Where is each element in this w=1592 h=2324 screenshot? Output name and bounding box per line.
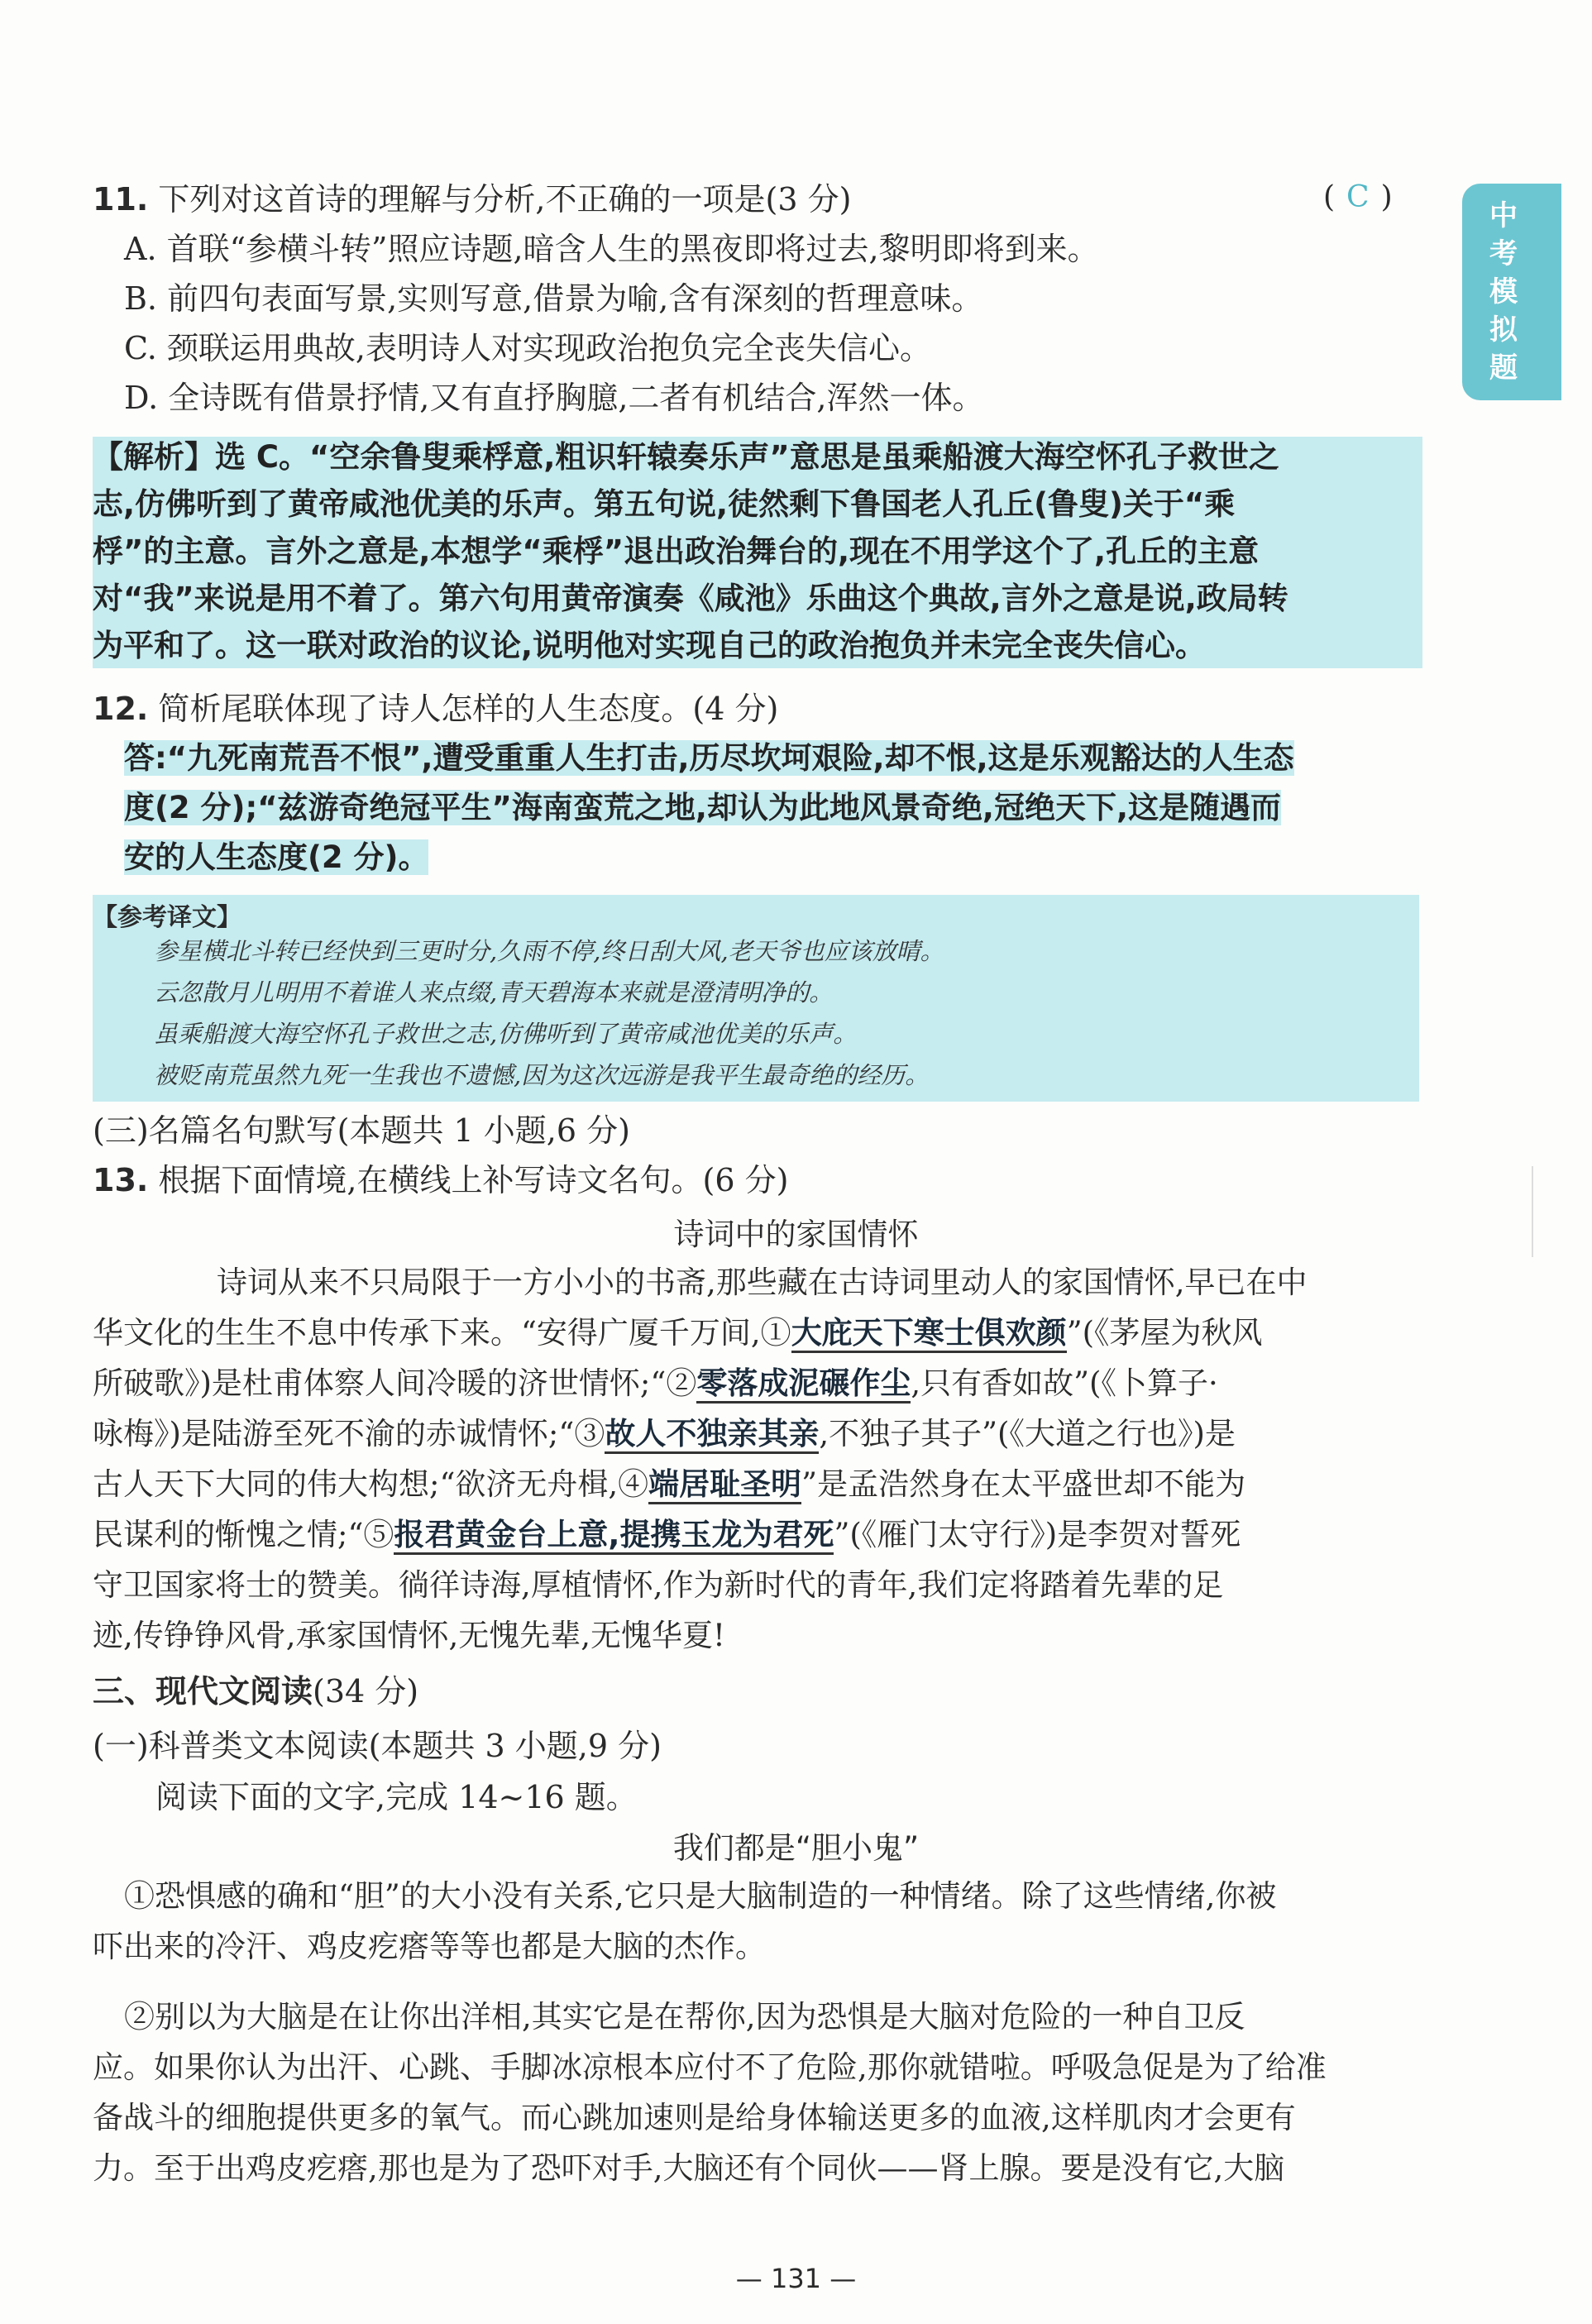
side-tab-char: 中 <box>1489 199 1518 232</box>
answer-line: 答:“九死南荒吾不恨”,遭受重重人生打击,历尽坎坷艰险,却不恨,这是乐观豁达的人生态 <box>124 740 1294 776</box>
reference-translation-title: 【参考译文】 <box>93 903 241 932</box>
passage-line: 诗词从来不只局限于一方小小的书斋,那些藏在古诗词里动人的家国情怀,早已在中 <box>217 1265 1308 1300</box>
translation-line: 参星横北斗转已经快到三更时分,久雨不停,终日刮大风,老天爷也应该放晴。 <box>154 937 944 965</box>
option-c: C. 颈联运用典故,表明诗人对实现政治抱负完全丧失信心。 <box>124 330 931 366</box>
side-tab-char: 模 <box>1489 275 1518 308</box>
analysis-line: 桴”的主意。言外之意是,本想学“乘桴”退出政治舞台的,现在不用学这个了,孔丘的主意 <box>93 533 1260 569</box>
margin-rule <box>1532 1166 1533 1257</box>
side-tab-char: 拟 <box>1489 313 1518 347</box>
passage-title: 诗词中的家国情怀 <box>673 1217 919 1252</box>
fill-answer-3: 故人不独亲其亲 <box>605 1416 819 1454</box>
question-number: 12. <box>93 691 149 727</box>
question-number: 13. <box>93 1162 149 1198</box>
side-tab-char: 题 <box>1489 351 1518 385</box>
passage-line: 华文化的生生不息中传承下来。“安得广厦千万间,①大庇天下寒士俱欢颜”(《茅屋为秋风 <box>93 1308 1424 1358</box>
article-line: 吓出来的冷汗、鸡皮疙瘩等等也都是大脑的杰作。 <box>93 1929 766 1964</box>
article-line: ②别以为大脑是在让你出洋相,其实它是在帮你,因为恐惧是大脑对危险的一种自卫反 <box>124 1999 1245 2035</box>
translation-line: 虽乘船渡大海空怀孔子救世之志,仿佛听到了黄帝咸池优美的乐声。 <box>154 1020 858 1048</box>
answer-letter: C <box>1346 180 1370 214</box>
question-text: 简析尾联体现了诗人怎样的人生态度。(4 分) <box>158 691 779 727</box>
fill-answer-2: 零落成泥碾作尘 <box>696 1365 911 1403</box>
passage-line: 民谋利的惭愧之情;“⑤报君黄金台上意,提携玉龙为君死”(《雁门太守行》)是李贺对誓死 <box>93 1509 1424 1560</box>
question-text: 根据下面情境,在横线上补写诗文名句。(6 分) <box>158 1162 789 1198</box>
question-12-stem <box>93 686 778 731</box>
side-tab-char: 考 <box>1489 237 1518 270</box>
article-line: 备战斗的细胞提供更多的氧气。而心跳加速则是给身体输送更多的血液,这样肌肉才会更有 <box>93 2100 1296 2135</box>
analysis-line: 【解析】选 C。“空余鲁叟乘桴意,粗识轩辕奏乐声”意思是虽乘船渡大海空怀孔子救世之 <box>93 439 1279 475</box>
fill-answer-4: 端居耻圣明 <box>648 1466 801 1504</box>
passage-line: 所破歌》)是杜甫体察人间冷暖的济世情怀;“②零落成泥碾作尘,只有香如故”(《卜算子· <box>93 1358 1424 1408</box>
side-tab-exam-simulation <box>1462 184 1561 400</box>
article-line: 应。如果你认为出汗、心跳、手脚冰凉根本应付不了危险,那你就错啦。呼吸急促是为了给准 <box>93 2049 1327 2085</box>
question-number: 11. <box>93 181 149 218</box>
section-heading: (三)名篇名句默写(本题共 1 小题,6 分) <box>93 1112 630 1149</box>
question-13-stem <box>93 1158 788 1203</box>
option-d: D. 全诗既有借景抒情,又有直抒胸臆,二者有机结合,浑然一体。 <box>124 380 984 416</box>
translation-line: 云忽散月儿明用不着谁人来点缀,青天碧海本来就是澄清明净的。 <box>154 978 834 1007</box>
answer-choice: ( C ) <box>1323 180 1393 214</box>
question-11-stem <box>93 177 851 222</box>
page-number: — 131 — <box>735 2263 857 2294</box>
analysis-line: 对“我”来说是用不着了。第六句用黄帝演奏《咸池》乐曲这个典故,言外之意是说,政局转 <box>93 581 1288 616</box>
fill-answer-1: 大庇天下寒士俱欢颜 <box>791 1315 1067 1353</box>
part-heading: 三、现代文阅读(34 分) <box>93 1673 419 1710</box>
answer-line: 安的人生态度(2 分)。 <box>124 839 429 875</box>
option-b: B. 前四句表面写景,实则写意,借景为喻,含有深刻的哲理意味。 <box>124 280 983 317</box>
fill-answer-5: 报君黄金台上意,提携玉龙为君死 <box>394 1517 834 1555</box>
translation-line: 被贬南荒虽然九死一生我也不遗憾,因为这次远游是我平生最奇绝的经历。 <box>154 1061 930 1089</box>
analysis-line: 为平和了。这一联对政治的议论,说明他对实现自己的政治抱负并未完全丧失信心。 <box>93 628 1207 663</box>
article-title: 我们都是“胆小鬼” <box>672 1830 920 1866</box>
instruction-text: 阅读下面的文字,完成 14~16 题。 <box>155 1779 638 1815</box>
passage-line: 咏梅》)是陆游至死不渝的赤诚情怀;“③故人不独亲其亲,不独子其子”(《大道之行也》)是 <box>93 1408 1424 1459</box>
passage-line: 古人天下大同的伟大构想;“欲济无舟楫,④端居耻圣明”是孟浩然身在太平盛世却不能为 <box>93 1459 1424 1509</box>
passage-line: 迹,传铮铮风骨,承家国情怀,无愧先辈,无愧华夏! <box>93 1618 725 1653</box>
passage-line: 守卫国家将士的赞美。徜徉诗海,厚植情怀,作为新时代的青年,我们定将踏着先辈的足 <box>93 1567 1224 1603</box>
answer-line: 度(2 分);“兹游奇绝冠平生”海南蛮荒之地,却认为此地风景奇绝,冠绝天下,这是随遇而 <box>124 790 1282 825</box>
analysis-line: 志,仿佛听到了黄帝咸池优美的乐声。第五句说,徒然剩下鲁国老人孔丘(鲁叟)关于“乘 <box>93 486 1236 522</box>
article-line: ①恐惧感的确和“胆”的大小没有关系,它只是大脑制造的一种情绪。除了这些情绪,你被 <box>124 1878 1277 1914</box>
subsection-heading: (一)科普类文本阅读(本题共 3 小题,9 分) <box>93 1728 662 1764</box>
option-a: A. 首联“参横斗转”照应诗题,暗含人生的黑夜即将过去,黎明即将到来。 <box>124 231 1099 267</box>
question-text: 下列对这首诗的理解与分析,不正确的一项是(3 分) <box>158 181 852 218</box>
article-line: 力。至于出鸡皮疙瘩,那也是为了恐吓对手,大脑还有个同伙——肾上腺。要是没有它,大脑 <box>93 2150 1285 2186</box>
